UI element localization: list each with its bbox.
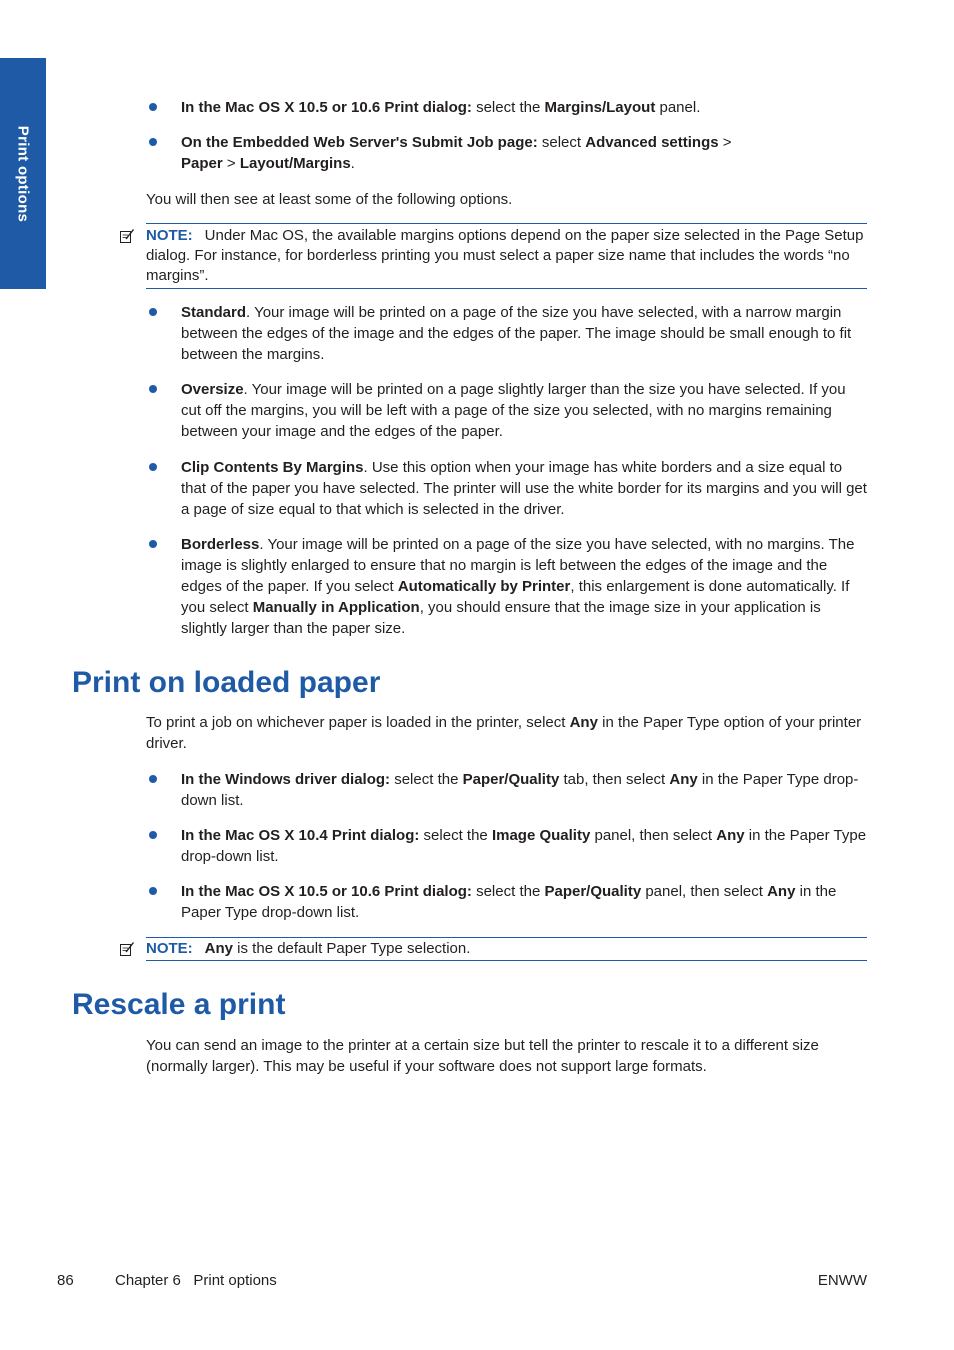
note-icon (119, 228, 135, 244)
intro-text: You will then see at least some of the following options. (146, 191, 513, 208)
bullet-dot (149, 308, 157, 316)
note-text: is the default Paper Type selection. (233, 940, 471, 957)
footer-chapter: Chapter 6 Print options (115, 1272, 277, 1289)
bullet-dot (149, 540, 157, 548)
list-item: Clip Contents By Margins. Use this option when your image has white borders and a size equal to that of the paper you have selected. The printer will use the white border for its margins and you will get a page of size equal to that which is selected in the driver. (181, 459, 867, 518)
list-item: In the Mac OS X 10.5 or 10.6 Print dialog: select the Margins/Layout panel. (181, 99, 701, 116)
note-label: NOTE: (146, 227, 193, 244)
section-heading: Print on loaded paper (72, 666, 381, 699)
list-item: In the Windows driver dialog: select the Paper/Quality tab, then select Any in the Paper Type drop-down list. (181, 771, 859, 809)
list-item: Borderless. Your image will be printed on a page of the size you have selected, with no margins. The image is slightly enlarged to ensure that no margin is left between the edges of the image and the edges of the paper. If you select Automatically by Printer, this enlargement is done automatically. If you select Manually in Application, you should ensure that the image size in your application is slightly larger than the paper size. (181, 536, 855, 637)
bullet-dot (149, 138, 157, 146)
bullet-dot (149, 463, 157, 471)
list-item: Standard. Your image will be printed on a page of the size you have selected, with a narrow margin between the edges of the image and the edges of the paper. The image should be small enough to fit between the margins. (181, 304, 852, 363)
note-text: Under Mac OS, the available margins options depend on the paper size selected in the Page Setup dialog. For instance, for borderless printing you must select a paper size name that includes the words “no margins”. (146, 227, 864, 284)
list-item: In the Mac OS X 10.4 Print dialog: select the Image Quality panel, then select Any in the Paper Type drop-down list. (181, 827, 867, 865)
bullet-dot (149, 775, 157, 783)
note-icon (119, 941, 135, 957)
section-heading: Rescale a print (72, 988, 286, 1021)
bullet-dot (149, 887, 157, 895)
list-item: In the Mac OS X 10.5 or 10.6 Print dialog: select the Paper/Quality panel, then select Any in the Paper Type drop-down list. (181, 883, 837, 921)
section-intro: To print a job on whichever paper is loaded in the printer, select Any in the Paper Type option of your printer driver. (146, 714, 862, 752)
note-box: NOTE: Any is the default Paper Type selection. (146, 937, 867, 961)
side-tab-label: Print options (14, 125, 32, 223)
footer-right: ENWW (817, 1272, 867, 1289)
bullet-dot (149, 831, 157, 839)
bullet-dot (149, 103, 157, 111)
bullet-dot (149, 385, 157, 393)
page-number: 86 (57, 1272, 74, 1289)
side-tab (0, 58, 46, 289)
note-box (146, 223, 867, 289)
section-text: You can send an image to the printer at a certain size but tell the printer to rescale it to a different size (normally larger). This may be useful if your software does not support large formats. (146, 1037, 819, 1075)
list-item: Oversize. Your image will be printed on a page slightly larger than the size you have selected. If you cut off the margins, you will be left with a page of the size you selected, with no margins remaining between your image and the edges of the paper. (181, 381, 846, 440)
list-item: On the Embedded Web Server's Submit Job page: select Advanced settings > Paper > Layout/Margins. (181, 134, 732, 172)
note-label: NOTE: (146, 940, 193, 957)
